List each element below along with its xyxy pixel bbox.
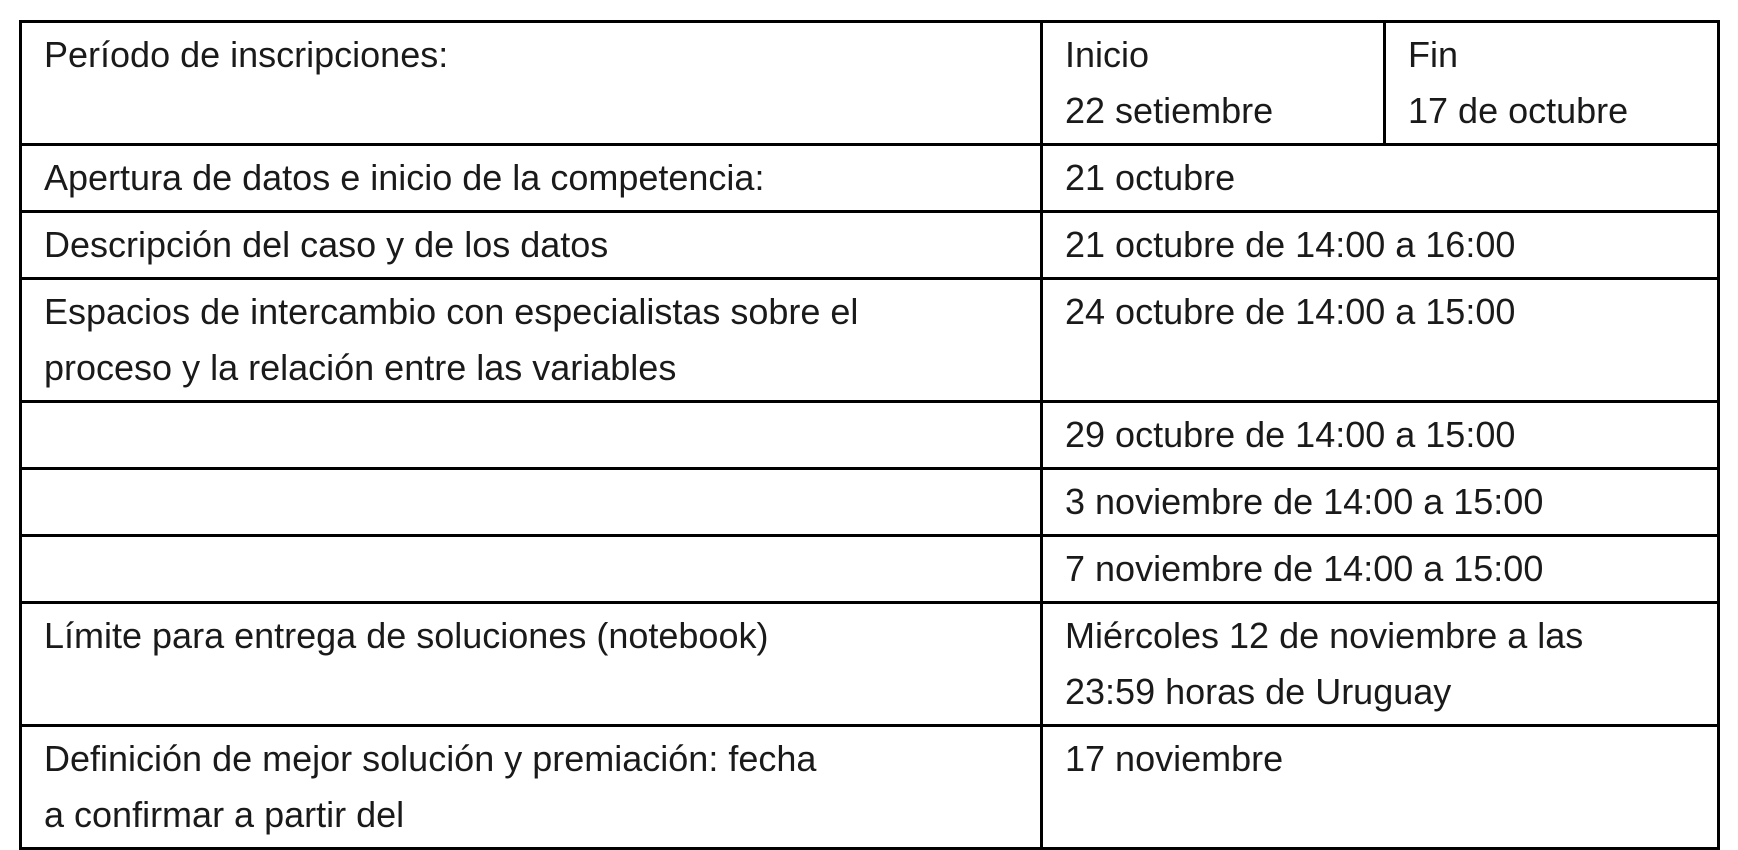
registration-end-cell <box>1385 22 1719 145</box>
row-value: 3 noviembre de 14:00 a 15:00 <box>1065 481 1544 522</box>
table-row <box>21 726 1719 849</box>
row-value: 7 noviembre de 14:00 a 15:00 <box>1065 548 1544 589</box>
table-row <box>21 402 1719 469</box>
row-label-cell-empty <box>21 536 1042 603</box>
row-value-cell <box>1042 212 1719 279</box>
row-value-line: Miércoles 12 de noviembre a las <box>1065 615 1584 656</box>
registration-start-label: Inicio <box>1065 34 1150 75</box>
registration-label: Período de inscripciones: <box>44 34 449 75</box>
table-row <box>21 279 1719 402</box>
registration-end-value: 17 de octubre <box>1408 90 1629 131</box>
table-row <box>21 145 1719 212</box>
row-label-cell <box>21 279 1042 402</box>
row-value-cell <box>1042 402 1719 469</box>
row-label-cell <box>21 145 1042 212</box>
table-row <box>21 536 1719 603</box>
row-label-cell <box>21 726 1042 849</box>
table-row <box>21 603 1719 726</box>
registration-label-cell <box>21 22 1042 145</box>
row-label-line: proceso y la relación entre las variables <box>44 347 677 388</box>
row-value: 21 octubre <box>1065 157 1236 198</box>
row-value: 24 octubre de 14:00 a 15:00 <box>1065 291 1516 332</box>
registration-end-label: Fin <box>1408 34 1459 75</box>
row-value-cell <box>1042 536 1719 603</box>
row-label: Descripción del caso y de los datos <box>44 224 609 265</box>
row-value: 29 octubre de 14:00 a 15:00 <box>1065 414 1516 455</box>
row-label-line: Espacios de intercambio con especialistas sobre el <box>44 291 859 332</box>
row-value-cell <box>1042 603 1719 726</box>
row-value-line: 23:59 horas de Uruguay <box>1065 671 1452 712</box>
row-value-cell <box>1042 279 1719 402</box>
row-label-line: a confirmar a partir del <box>44 794 405 835</box>
row-label-cell-empty <box>21 402 1042 469</box>
schedule-table <box>19 20 1720 850</box>
row-label-cell <box>21 603 1042 726</box>
row-label-cell <box>21 212 1042 279</box>
row-label-cell-empty <box>21 469 1042 536</box>
table-row <box>21 469 1719 536</box>
row-value-cell <box>1042 145 1719 212</box>
row-value-cell <box>1042 726 1719 849</box>
row-label-line: Definición de mejor solución y premiación: fecha <box>44 738 817 779</box>
table-row-registration <box>21 22 1719 145</box>
row-value: 17 noviembre <box>1065 738 1284 779</box>
registration-start-cell <box>1042 22 1385 145</box>
row-label: Límite para entrega de soluciones (notebook) <box>44 615 769 656</box>
table-row <box>21 212 1719 279</box>
row-value: 21 octubre de 14:00 a 16:00 <box>1065 224 1516 265</box>
row-value-cell <box>1042 469 1719 536</box>
row-label: Apertura de datos e inicio de la competencia: <box>44 157 765 198</box>
registration-start-value: 22 setiembre <box>1065 90 1274 131</box>
